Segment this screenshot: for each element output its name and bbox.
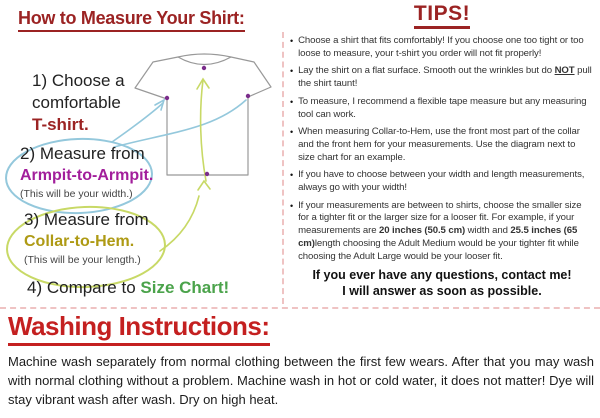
bullet-icon: • <box>290 36 294 46</box>
step-3-collar-label: Collar-to-Hem. <box>24 233 135 250</box>
step-4-text: 4) Compare to <box>27 278 141 297</box>
step-2-armpit-label: Armpit-to-Armpit. <box>20 167 154 184</box>
bullet-icon: • <box>290 200 294 211</box>
tips-section <box>290 2 594 306</box>
tips-title-wrap <box>290 2 594 29</box>
tip-text: Lay the shirt on a flat surface. Smooth out the wrinkles but do NOT pull the shirt taunt! <box>298 65 592 90</box>
step-2-line-1: 2) Measure from <box>20 144 145 163</box>
washing-title: Washing Instructions: <box>8 311 270 346</box>
bullet-icon: • <box>290 96 294 107</box>
washing-body: Machine wash separately from normal clothing between the first few wears. After that you may wash with normal clothing without a problem. Machine wash in hot or cold water, it does not matter! Dye will stay vibrant wash after wash. Dry on high heat. <box>8 354 594 407</box>
step-1-line-1: 1) Choose a <box>32 71 125 90</box>
horizontal-divider <box>0 307 600 309</box>
step-1-line-2: comfortable <box>32 93 121 112</box>
tip-item-3 <box>290 96 594 121</box>
step-4 <box>27 277 229 299</box>
tip-text: To measure, I recommend a flexible tape measure but any measuring tool can work. <box>298 95 587 120</box>
contact-line-2: I will answer as soon as possible. <box>342 283 542 298</box>
tip-text: Choose a shirt that fits comfortably! If you choose one too tight or too loose to measure, your t-shirt you order will not fit properly! <box>298 35 584 59</box>
left-armpit-dot <box>165 96 169 100</box>
tip-item-5 <box>290 169 594 194</box>
tip-item-1 <box>290 35 594 60</box>
tip-text: When measuring Collar-to-Hem, use the front most part of the collar and the front hem for your measurements. Use the diagram next to size chart for an example. <box>298 126 580 163</box>
step-2-note: (This will be your width.) <box>20 188 133 200</box>
contact-note <box>290 268 594 299</box>
bullet-icon: • <box>290 170 294 181</box>
hem-dot <box>205 172 209 176</box>
step-4-size-chart-label: Size Chart! <box>140 278 230 297</box>
step-2 <box>20 143 153 202</box>
measure-title: How to Measure Your Shirt: <box>18 8 245 32</box>
step-3-line-1: 3) Measure from <box>24 210 149 229</box>
washing-section <box>8 311 594 409</box>
tip-item-4 <box>290 126 594 164</box>
tip-text: If you have to choose between your width and length measurements, always go with your width! <box>298 169 585 194</box>
step-3-note: (This will be your length.) <box>24 254 141 266</box>
tip-item-2 <box>290 65 594 90</box>
measure-section <box>0 0 283 308</box>
armpit-arrow-icon <box>112 100 246 147</box>
step-1-tshirt-label: T-shirt. <box>32 115 89 134</box>
step-3 <box>24 209 149 268</box>
bullet-icon: • <box>290 66 294 77</box>
bullet-icon: • <box>290 127 294 138</box>
contact-line-1: If you ever have any questions, contact me! <box>312 268 572 283</box>
tips-title: TIPS! <box>414 2 470 29</box>
vertical-divider <box>282 32 284 304</box>
step-1 <box>32 70 125 136</box>
collar-dot <box>202 66 206 70</box>
tip-text: If your measurements are between to shirts, choose the smaller size for a tighter fit or the larger size for a looser fit. For example, if your measurements are 20 inches (50.5 cm) width and 25.5 inches (65 cm)length choosing the Adult Medium would be your tighter fit while choosing the Adult Large would be your looser fit. <box>298 199 582 262</box>
tip-item-6 <box>290 200 594 264</box>
right-armpit-dot <box>246 94 250 98</box>
